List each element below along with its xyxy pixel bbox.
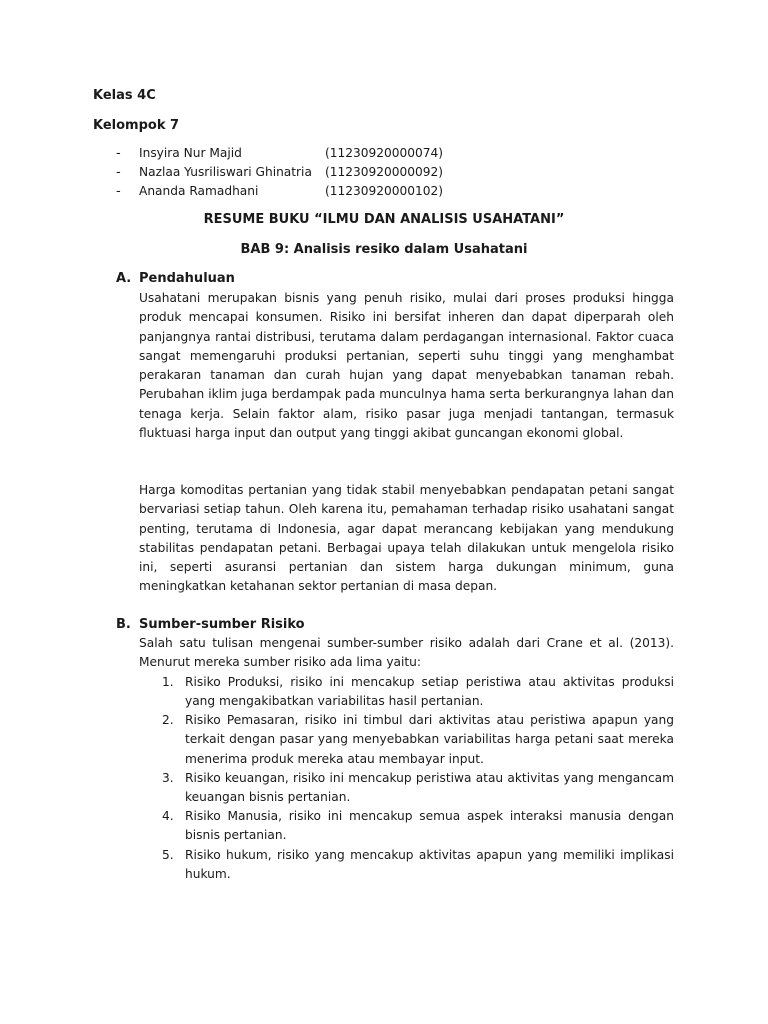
member-row — [116, 165, 476, 184]
member-name: Nazlaa Yusriliswari Ghinatria — [139, 165, 312, 179]
paragraph: Usahatani merupakan bisnis yang penuh risiko, mulai dari proses produksi hingga produk mencapai konsumen. Risiko ini bersifat inheren dan dapat diperparah oleh panjangnya rantai distribusi, terutama dalam perdagangan internasional. Faktor cuaca sangat memengaruhi produksi pertanian, seperti suhu tinggi yang menghambat perakaran tanaman dan curah hujan yang dapat menyebabkan tanaman rebah. Perubahan iklim juga berdampak pada munculnya hama serta berkurangnya lahan dan tenaga kerja. Selain faktor alam, risiko pasar juga menjadi tantangan, termasuk fluktuasi harga input dan output yang tinggi akibat guncangan ekonomi global. — [139, 291, 674, 440]
list-item-text: Risiko hukum, risiko yang mencakup aktivitas apapun yang memiliki implikasi hukum. — [185, 848, 674, 882]
list-number: 5. — [162, 848, 174, 862]
list-bullet: - — [116, 165, 121, 180]
list-number: 1. — [162, 675, 174, 689]
member-nim: (11230920000074) — [325, 146, 444, 160]
list-item-text: Risiko Pemasaran, risiko ini timbul dari aktivitas atau peristiwa apapun yang terkait dengan pasar yang menyebabkan variabilitas harga petani saat mereka menerima produk mereka atau membayar input. — [185, 713, 674, 766]
member-row — [116, 146, 476, 165]
list-number: 4. — [162, 809, 174, 823]
section-heading: Sumber-sumber Risiko — [139, 617, 305, 632]
list-number: 3. — [162, 771, 174, 785]
chapter-title: BAB 9: Analisis resiko dalam Usahatani — [240, 242, 528, 257]
list-bullet: - — [116, 146, 121, 161]
list-item-text: Risiko Produksi, risiko ini mencakup setiap peristiwa atau aktivitas produksi yang mengakibatkan variabilitas hasil pertanian. — [185, 675, 674, 709]
section-marker: A. — [116, 271, 132, 286]
class-label: Kelas 4C — [93, 88, 156, 103]
document-title: RESUME BUKU “ILMU DAN ANALISIS USAHATANI” — [203, 212, 565, 227]
member-nim: (11230920000102) — [325, 184, 444, 198]
section-heading: Pendahuluan — [139, 271, 235, 286]
section-marker: B. — [116, 617, 131, 632]
paragraph: Salah satu tulisan mengenai sumber-sumber risiko adalah dari Crane et al. (2013). Menurut mereka sumber risiko ada lima yaitu: — [139, 636, 674, 670]
group-label: Kelompok 7 — [93, 118, 180, 133]
member-nim: (11230920000092) — [325, 165, 444, 179]
list-number: 2. — [162, 713, 174, 727]
list-item-text: Risiko keuangan, risiko ini mencakup peristiwa atau aktivitas yang mengancam keuangan bisnis pertanian. — [185, 771, 674, 805]
member-row — [116, 184, 476, 203]
member-name: Ananda Ramadhani — [139, 184, 259, 198]
member-name: Insyira Nur Majid — [139, 146, 242, 160]
paragraph: Harga komoditas pertanian yang tidak stabil menyebabkan pendapatan petani sangat bervariasi setiap tahun. Oleh karena itu, pemahaman terhadap risiko usahatani sangat penting, terutama di Indonesia, agar dapat merancang kebijakan yang mendukung stabilitas pendapatan petani. Berbagai upaya telah dilakukan untuk mengelola risiko ini, seperti asuransi pertanian dan sistem harga dukungan minimum, guna meningkatkan ketahanan sektor pertanian di masa depan. — [139, 483, 674, 594]
list-bullet: - — [116, 184, 121, 199]
list-item-text: Risiko Manusia, risiko ini mencakup semua aspek interaksi manusia dengan bisnis pertanian. — [185, 809, 674, 843]
